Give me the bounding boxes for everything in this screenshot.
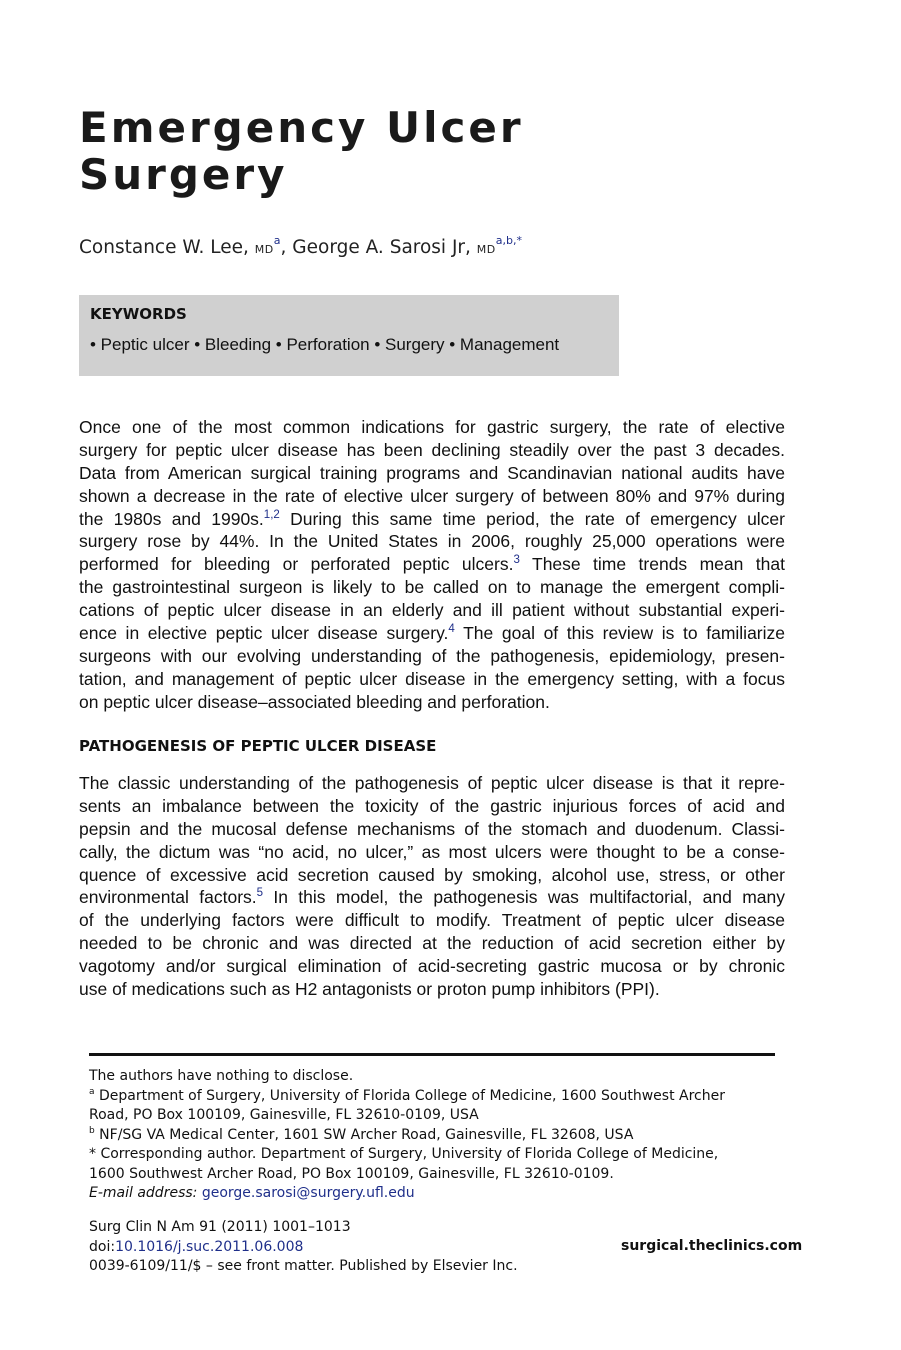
- footnotes: [89, 1067, 789, 1204]
- issn-line: 0039-6109/11/$ – see front matter. Published by Elsevier Inc.: [89, 1258, 518, 1274]
- email-label: E-mail address:: [89, 1185, 202, 1201]
- text-line: [79, 622, 785, 645]
- reference-link[interactable]: 5: [256, 887, 264, 900]
- affiliation-b: [89, 1126, 789, 1146]
- text-line: Once one of the most common indications for gastric surgery, the rate of elective: [79, 417, 785, 437]
- article-title-line-1: Emergency Ulcer: [79, 103, 524, 152]
- doi-label: doi:: [89, 1238, 116, 1255]
- author-2-affiliation-link[interactable]: a,b,: [495, 234, 517, 247]
- affiliation-marker: b: [89, 1125, 95, 1136]
- text-span: The goal of this review is to familiarize: [454, 623, 786, 644]
- text-line: vagotomy and/or surgical elimination of acid-secreting gastric mucosa or by chronic: [79, 956, 785, 977]
- section-heading: PATHOGENESIS OF PEPTIC ULCER DISEASE: [79, 737, 437, 755]
- journal-citation: Surg Clin N Am 91 (2011) 1001–1013: [89, 1219, 351, 1235]
- text-line: needed to be chronic and was directed at the reduction of acid secretion either by: [79, 933, 785, 954]
- reference-link[interactable]: 4: [448, 623, 455, 636]
- text-line: surgeons with our evolving understanding of the pathogenesis, epidemiology, presen-: [79, 645, 785, 666]
- text-line: sents an imbalance between the toxicity of the gastric injurious forces of acid and: [79, 795, 785, 816]
- pathogenesis-paragraph: [79, 772, 785, 1001]
- author-1-degree: MD: [254, 243, 274, 256]
- affiliation-a-cont: Road, PO Box 100109, Gainesville, FL 32610-0109, USA: [89, 1107, 479, 1123]
- text-line: surgery for peptic ulcer disease has been declining steadily over the past 3 decades.: [79, 439, 785, 460]
- text-line: pepsin and the mucosal defense mechanisms of the stomach and duodenum. Classi-: [79, 818, 785, 839]
- text-line: cations of peptic ulcer disease in an elderly and ill patient without substantial experi-: [79, 600, 785, 621]
- intro-paragraph: [79, 416, 785, 714]
- text-line: [79, 886, 785, 909]
- text-line: tation, and management of peptic ulcer disease in the emergency setting, with a focus: [79, 668, 785, 689]
- text-line: quence of excessive acid secretion caused by smoking, alcohol use, stress, or other: [79, 864, 785, 885]
- author-2-name: George A. Sarosi Jr,: [292, 237, 477, 258]
- text-line: on peptic ulcer disease–associated bleeding and perforation.: [79, 691, 550, 712]
- text-line: the gastrointestinal surgeon is likely to be called on to manage the emergent compli-: [79, 577, 785, 598]
- text-span: the 1980s and 1990s.: [79, 508, 264, 529]
- author-separator: ,: [280, 237, 293, 258]
- text-span: These time trends mean that: [519, 554, 785, 575]
- author-list: [79, 234, 522, 258]
- email-link[interactable]: george.sarosi@surgery.ufl.edu: [201, 1185, 415, 1201]
- text-span: In this model, the pathogenesis was multifactorial, and many: [263, 887, 785, 908]
- affiliation-marker: a: [89, 1086, 95, 1097]
- text-line: cally, the dictum was “no acid, no ulcer,” as most ulcers were thought to be a conse-: [79, 841, 785, 862]
- corresponding-author-note: * Corresponding author. Department of Surgery, University of Florida College of Medicine,: [89, 1146, 719, 1162]
- footnote-divider: [89, 1053, 775, 1056]
- article-title: [79, 104, 639, 198]
- affiliation-text: Department of Surgery, University of Florida College of Medicine, 1600 Southwest Archer: [94, 1087, 725, 1104]
- author-1-name: Constance W. Lee,: [79, 237, 255, 258]
- corresponding-author-link[interactable]: *: [516, 234, 522, 247]
- text-line: [79, 553, 785, 576]
- affiliation-text: NF/SG VA Medical Center, 1601 SW Archer Road, Gainesville, FL 32608, USA: [94, 1126, 634, 1143]
- affiliation-a: [89, 1087, 789, 1107]
- text-line: [79, 508, 785, 531]
- text-line: surgery rose by 44%. In the United States in 2006, roughly 25,000 operations were: [79, 531, 785, 552]
- reference-link[interactable]: 1,2: [263, 508, 280, 521]
- text-line: Data from American surgical training programs and Scandinavian national audits have: [79, 462, 785, 483]
- author-1-affiliation-link[interactable]: a: [273, 234, 281, 247]
- text-span: ence in elective peptic ulcer disease surgery.: [79, 623, 449, 644]
- keywords-box: [79, 295, 619, 376]
- keywords-list: • Peptic ulcer • Bleeding • Perforation • Surgery • Management: [90, 335, 560, 354]
- text-span: environmental factors.: [79, 887, 257, 908]
- text-line: shown a decrease in the rate of elective ulcer surgery of between 80% and 97% during: [79, 485, 785, 506]
- text-line: The classic understanding of the pathogenesis of peptic ulcer disease is that it repre-: [79, 773, 785, 793]
- doi-link[interactable]: 10.1016/j.suc.2011.06.008: [115, 1238, 304, 1255]
- keywords-heading: KEYWORDS: [90, 305, 187, 323]
- author-2-degree: MD: [476, 243, 496, 256]
- text-line: use of medications such as H2 antagonists or proton pump inhibitors (PPI).: [79, 979, 660, 1000]
- reference-link[interactable]: 3: [513, 554, 520, 567]
- email-line: [89, 1184, 789, 1204]
- text-line: of the underlying factors were difficult to modify. Treatment of peptic ulcer disease: [79, 910, 785, 931]
- journal-site-link[interactable]: surgical.theclinics.com: [621, 1238, 803, 1254]
- corresponding-author-address: 1600 Southwest Archer Road, PO Box 100109, Gainesville, FL 32610-0109.: [89, 1165, 614, 1182]
- text-span: performed for bleeding or perforated peptic ulcers.: [79, 554, 514, 575]
- article-title-line-2: Surgery: [79, 150, 288, 199]
- disclosure-note: The authors have nothing to disclose.: [89, 1068, 354, 1084]
- text-span: During this same time period, the rate of emergency ulcer: [279, 508, 785, 529]
